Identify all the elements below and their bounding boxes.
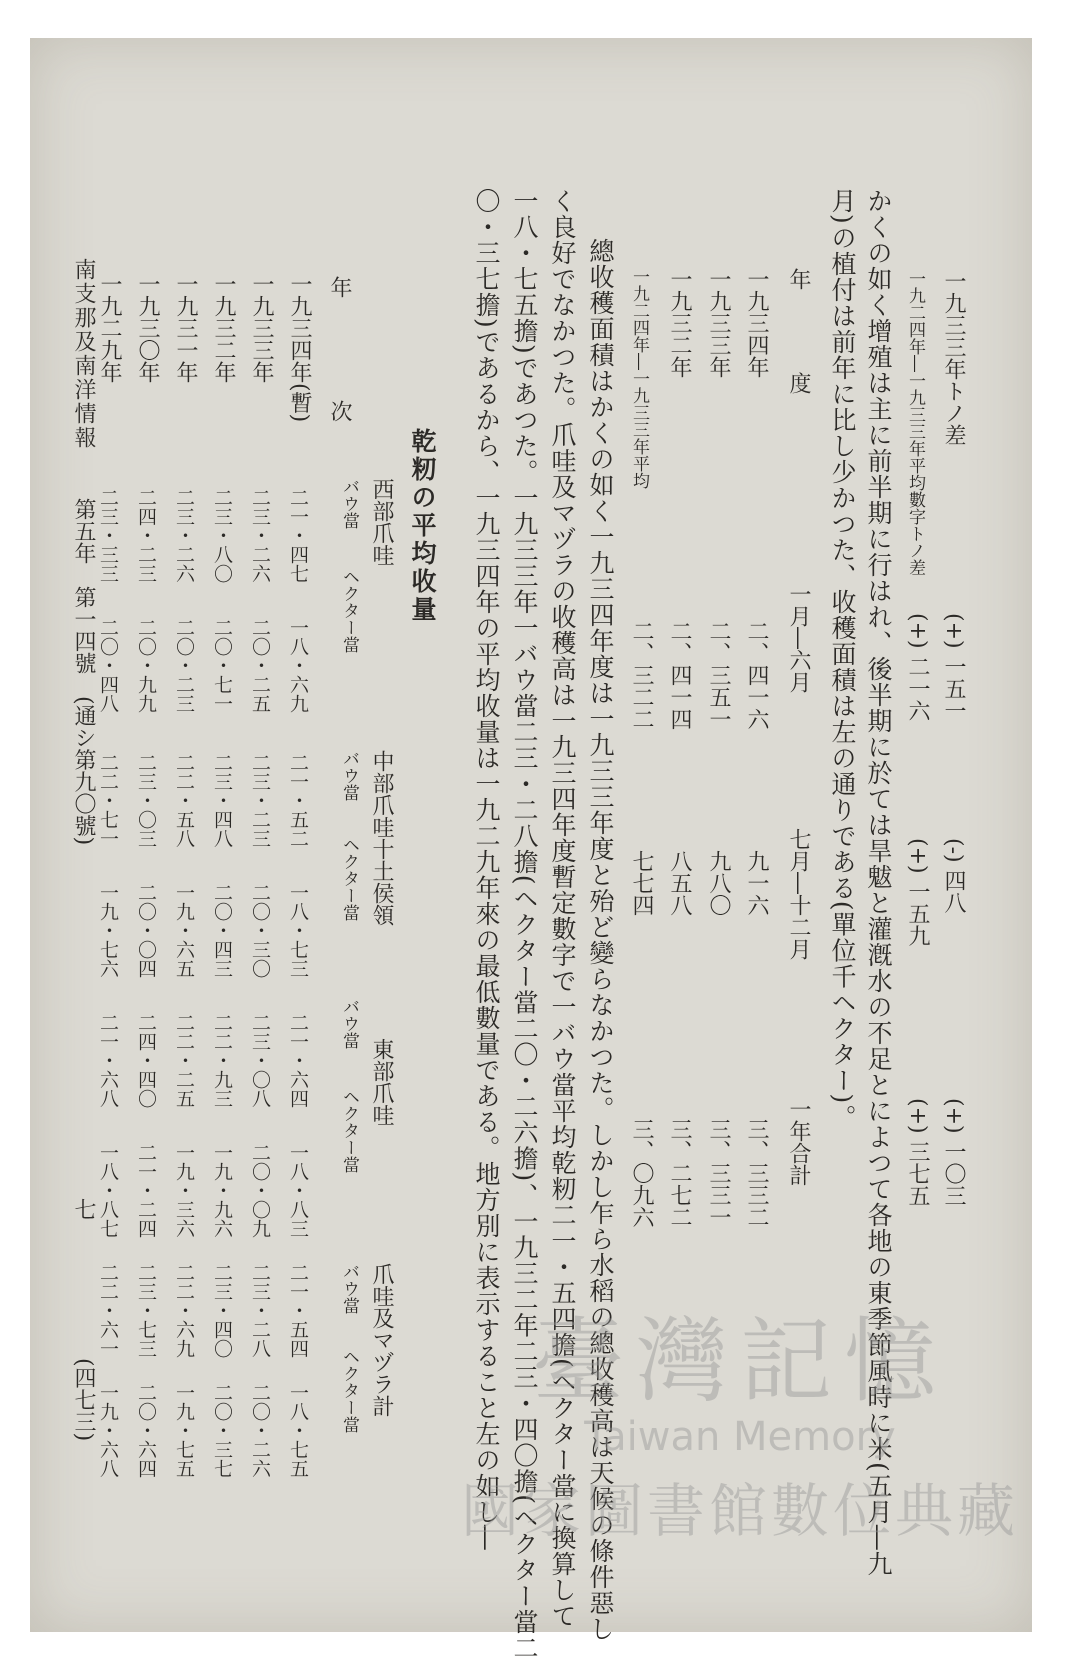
footer-journal-title: 南支那及南洋情報 — [71, 258, 96, 450]
diff-row-value-3: (+) 一〇三 — [941, 1098, 966, 1207]
yield-cell: 一九・三六 — [173, 1143, 195, 1238]
para2-line-2: く良好でなかつた。爪哇及マヅラの收穫高は一九三四年度暫定數字で一バウ當平均乾籾二一・五四擔(ヘクター當に換算して — [548, 188, 577, 1629]
area-row-3-total: 三、二七二 — [667, 1118, 692, 1228]
yield-region-central-java: 中部爪哇十土侯領 — [369, 750, 394, 926]
para1-line-1: かくの如く增殖は主に前半期に行はれ、後半期に於ては旱魃と灌漑水の不足とによつて各地の東季節風時に米(五月―九 — [864, 188, 893, 1577]
yield-cell: 二二・二五 — [173, 1013, 195, 1108]
yield-cell: 二三・〇三 — [135, 753, 157, 848]
yield-row-year: 一九三四年(暫) — [287, 273, 312, 423]
yield-cell: 二三・〇八 — [249, 1013, 271, 1108]
area-row-1-h2: 九一六 — [744, 850, 769, 916]
watermark-library-name: 國家圖書館數位典藏 — [460, 1477, 1019, 1545]
watermark-chinese-logo: 臺灣記憶 — [531, 1308, 948, 1415]
yield-sub-ha-3: ヘクター當 — [339, 1088, 359, 1173]
yield-cell: 二三・三三 — [97, 488, 119, 583]
yield-cell: 二〇・〇九 — [249, 1143, 271, 1238]
yield-cell: 二一・二四 — [135, 1143, 157, 1238]
yield-region-east-java: 東部爪哇 — [369, 1038, 394, 1126]
yield-cell: 二三・二六 — [173, 488, 195, 583]
area-row-1-h1: 二、四一六 — [744, 620, 769, 730]
yield-cell: 二二・六九 — [173, 1263, 195, 1358]
area-row-2-year: 一九三三年 — [706, 268, 731, 378]
area-row-3-year: 一九三二年 — [667, 268, 692, 378]
diff-row2-label: 一九二四年―一九三三年平均數字トノ差 — [905, 270, 925, 576]
yield-cell: 二三・二三 — [249, 753, 271, 848]
yield-cell: 一九・九六 — [211, 1143, 233, 1238]
yield-section-title: 乾籾の平均收量 — [408, 428, 437, 624]
yield-cell: 二一・六四 — [287, 1013, 309, 1108]
yield-cell: 二〇・四三 — [211, 883, 233, 978]
yield-cell: 二三・二八 — [249, 1263, 271, 1358]
yield-cell: 二〇・七一 — [211, 618, 233, 713]
area-row-4-year: 一九二四年―一九三三年平均 — [629, 268, 649, 489]
yield-cell: 二四・四〇 — [135, 1013, 157, 1108]
yield-cell: 二〇・九九 — [135, 618, 157, 713]
yield-cell: 二〇・六四 — [135, 1383, 157, 1478]
document-page — [30, 38, 1032, 1662]
yield-cell: 二一・六八 — [97, 1013, 119, 1108]
area-row-2-total: 三、三三一 — [706, 1118, 731, 1228]
watermark-english-logo: Taiwan Memory — [584, 1414, 896, 1460]
yield-cell: 一八・七三 — [287, 883, 309, 978]
yield-sub-bau-4: バウ當 — [339, 1263, 359, 1314]
diff-row-value-1: (+) 一五一 — [941, 613, 966, 722]
yield-region-java-madura-total: 爪哇及マヅラ計 — [369, 1263, 394, 1417]
area-table-header-total: 一年合計 — [786, 1098, 811, 1186]
yield-cell: 一九・七五 — [173, 1383, 195, 1478]
area-row-2-h1: 二、三五一 — [706, 620, 731, 730]
yield-cell: 二三・二六 — [249, 488, 271, 583]
para1-line-2: 月)の植付は前年に比し少かつた、收穫面積は左の通りである(單位千ヘクター)。 — [828, 188, 857, 1131]
yield-row-year: 一九三〇年 — [135, 273, 160, 383]
yield-cell: 二一・四七 — [287, 488, 309, 583]
yield-cell: 一八・八七 — [97, 1143, 119, 1238]
footer-volume: 第五年 第一四號 (通シ第九〇號) — [71, 498, 96, 846]
diff-row-label: 一九三三年トノ差 — [941, 270, 966, 446]
yield-row-year: 一九三三年 — [249, 273, 274, 383]
area-row-4-h1: 二、三二二 — [629, 620, 654, 730]
area-row-3-h2: 八五八 — [667, 850, 692, 916]
yield-cell: 二二・五八 — [173, 753, 195, 848]
area-row-2-h2: 九八〇 — [706, 850, 731, 916]
area-row-4-h2: 七七四 — [629, 850, 654, 916]
para2-line-1: 總收穫面積はかくの如く一九三四年度は一九三三年度と殆ど變らなかつた。しかし乍ら水稻の總收穫高は天候の條件惡し — [586, 238, 615, 1642]
yield-cell: 二〇・三七 — [211, 1383, 233, 1478]
yield-cell: 二〇・三〇 — [249, 883, 271, 978]
area-row-3-h1: 二、四一四 — [667, 620, 692, 730]
area-table-header-h1: 一月―六月 — [786, 583, 811, 693]
yield-cell: 一九・六八 — [97, 1383, 119, 1478]
yield-cell: 一九・七六 — [97, 883, 119, 978]
yield-region-west-java: 西部爪哇 — [369, 478, 394, 566]
yield-cell: 二一・五二 — [287, 753, 309, 848]
area-row-4-total: 三、〇九六 — [629, 1118, 654, 1228]
yield-cell: 二〇・〇四 — [135, 883, 157, 978]
diff-row-value-2: (-) 四八 — [941, 838, 966, 914]
diff-row2-value-1: (+) 二一六 — [905, 613, 930, 722]
yield-sub-bau-2: バウ當 — [339, 750, 359, 801]
yield-cell: 一九・六五 — [173, 883, 195, 978]
yield-cell: 二三・八〇 — [211, 488, 233, 583]
yield-cell: 二〇・二五 — [249, 618, 271, 713]
yield-cell: 二〇・四八 — [97, 618, 119, 713]
footer-page-number: 七 — [71, 1198, 96, 1220]
area-table-header-h2: 七月―十二月 — [786, 828, 811, 960]
yield-table-header-year: 年 次 — [327, 276, 352, 462]
area-row-1-year: 一九三四年 — [744, 268, 769, 378]
area-table-header-year: 年 度 — [786, 268, 811, 424]
yield-cell: 二三・四八 — [211, 753, 233, 848]
yield-row-year: 一九二九年 — [97, 273, 122, 383]
para2-line-3: 一八・七五擔)であつた。一九三三年一バウ當二三・二八擔(ヘクター當二〇・二六擔)、一九三二年二三・四〇擔(ヘクター當二 — [510, 188, 539, 1662]
yield-cell: 一八・八三 — [287, 1143, 309, 1238]
yield-sub-ha-1: ヘクター當 — [339, 568, 359, 653]
yield-sub-bau-3: バウ當 — [339, 998, 359, 1049]
yield-cell: 一八・六九 — [287, 618, 309, 713]
yield-cell: 二三・七三 — [135, 1263, 157, 1358]
diff-row2-value-2: (+) 一五九 — [905, 838, 930, 947]
yield-cell: 二三・四〇 — [211, 1263, 233, 1358]
para2-line-4: 〇・三七擔)であるから、一九三四年の平均收量は一九二九年來の最低數量である。地方別に表示すること左の如し― — [472, 188, 501, 1551]
yield-cell: 二四・二三 — [135, 488, 157, 583]
yield-cell: 二二・六一 — [97, 1263, 119, 1358]
yield-cell: 二二・九三 — [211, 1013, 233, 1108]
yield-row-year: 一九三二年 — [211, 273, 236, 383]
yield-cell: 二〇・二三 — [173, 618, 195, 713]
yield-sub-bau-1: バウ當 — [339, 478, 359, 529]
diff-row2-value-3: (+) 三七五 — [905, 1098, 930, 1207]
yield-cell: 一八・七五 — [287, 1383, 309, 1478]
yield-sub-ha-2: ヘクター當 — [339, 836, 359, 921]
yield-cell: 二〇・二六 — [249, 1383, 271, 1478]
library-watermark — [460, 1288, 1020, 1545]
area-row-1-total: 三、三三二 — [744, 1118, 769, 1228]
yield-cell: 二二・七一 — [97, 753, 119, 848]
footer-overall-page: (四七三) — [71, 1358, 96, 1442]
yield-sub-ha-4: ヘクター當 — [339, 1348, 359, 1433]
yield-row-year: 一九三一年 — [173, 273, 198, 383]
yield-cell: 二一・五四 — [287, 1263, 309, 1358]
